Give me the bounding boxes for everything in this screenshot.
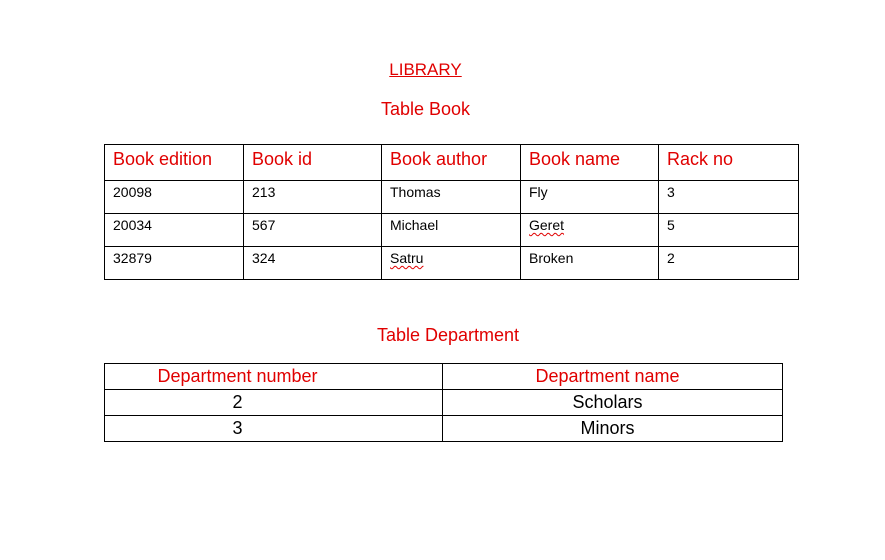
misspelled-word: Satru [390,250,424,266]
book-table-title: Table Book [380,99,471,119]
header-department-name: Department name [443,364,783,390]
header-rack-no: Rack no [659,145,799,181]
table-row [105,181,799,214]
table-row [105,214,799,247]
book-table-header-row [105,145,799,181]
table-cell: 2 [105,390,443,416]
department-table-title: Table Department [376,325,520,345]
table-cell: Minors [443,416,783,442]
table-cell: Broken [521,247,659,280]
department-table [104,363,783,442]
table-cell: 20098 [105,181,244,214]
document-title: LIBRARY [389,60,462,79]
table-cell: 5 [659,214,799,247]
table-cell: 20034 [105,214,244,247]
table-cell: Fly [521,181,659,214]
table-cell: 567 [244,214,382,247]
table-cell: 2 [659,247,799,280]
header-book-edition: Book edition [105,145,244,181]
header-book-id: Book id [244,145,382,181]
table-cell [382,247,521,280]
table-cell: Thomas [382,181,521,214]
table-row [105,247,799,280]
table-cell: 32879 [105,247,244,280]
table-row [105,416,783,442]
table-cell [521,214,659,247]
table-cell: 3 [659,181,799,214]
table-row [105,390,783,416]
table-cell: Scholars [443,390,783,416]
table-cell: Michael [382,214,521,247]
table-cell: 3 [105,416,443,442]
misspelled-word: Geret [529,217,565,233]
table-cell: 213 [244,181,382,214]
header-book-name: Book name [521,145,659,181]
header-book-author: Book author [382,145,521,181]
book-table [104,144,799,280]
header-department-number: Department number [105,364,443,390]
department-table-header-row [105,364,783,390]
table-cell: 324 [244,247,382,280]
